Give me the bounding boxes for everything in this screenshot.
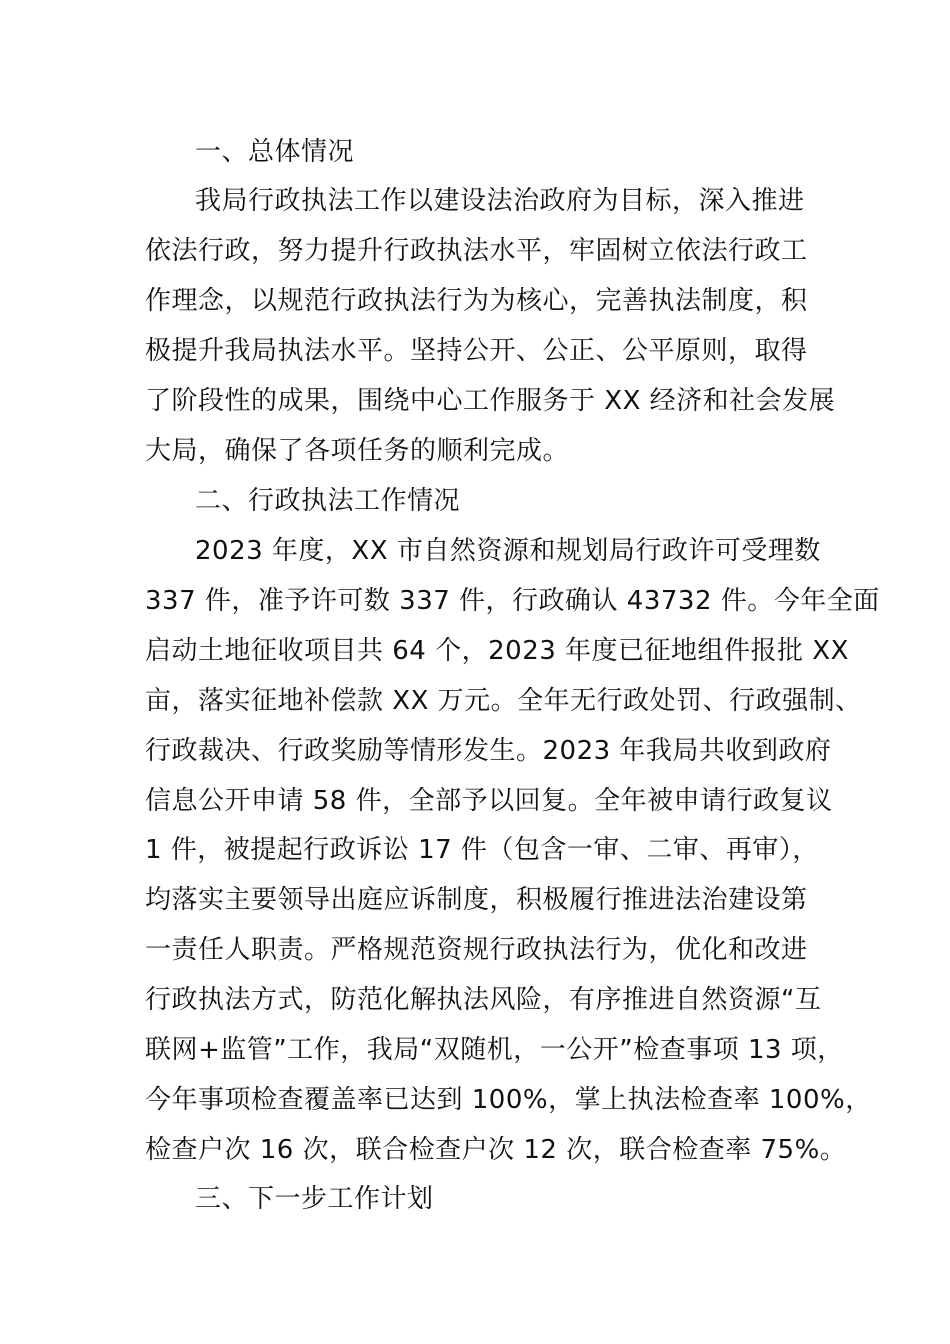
section-3-heading: 三、下一步工作计划 — [195, 1184, 434, 1214]
paragraph-line: 了阶段性的成果，围绕中心工作服务于 XX 经济和社会发展 — [145, 386, 836, 416]
paragraph-line: 亩，落实征地补偿款 XX 万元。全年无行政处罚、行政强制、 — [145, 686, 862, 716]
section-2-heading: 二、行政执法工作情况 — [195, 486, 461, 516]
paragraph-line: 2023 年度，XX 市自然资源和规划局行政许可受理数 — [195, 536, 821, 566]
paragraph-line: 我局行政执法工作以建设法治政府为目标，深入推进 — [195, 186, 805, 216]
paragraph-line: 检查户次 16 次，联合检查户次 12 次，联合检查率 75%。 — [145, 1135, 847, 1165]
paragraph-line: 1 件，被提起行政诉讼 17 件（包含一审、二审、再审）， — [145, 835, 819, 865]
paragraph-line: 行政裁决、行政奖励等情形发生。2023 年我局共收到政府 — [145, 736, 832, 766]
paragraph-line: 启动土地征收项目共 64 个，2023 年度已征地组件报批 XX — [145, 636, 849, 666]
paragraph-line: 联网+监管”工作，我局“双随机，一公开”检查事项 13 项， — [145, 1035, 844, 1065]
paragraph-line: 作理念，以规范行政执法行为为核心，完善执法制度，积 — [145, 286, 808, 316]
paragraph-line: 均落实主要领导出庭应诉制度，积极履行推进法治建设第 — [145, 885, 808, 915]
paragraph-line: 信息公开申请 58 件，全部予以回复。全年被申请行政复议 — [145, 786, 833, 816]
paragraph-line: 依法行政，努力提升行政执法水平，牢固树立依法行政工 — [145, 236, 808, 266]
paragraph-line: 337 件，准予许可数 337 件，行政确认 43732 件。今年全面 — [145, 586, 880, 616]
paragraph-line: 极提升我局执法水平。坚持公开、公正、公平原则，取得 — [145, 336, 808, 366]
paragraph-line: 大局，确保了各项任务的顺利完成。 — [145, 436, 570, 466]
paragraph-line: 一责任人职责。严格规范资规行政执法行为，优化和改进 — [145, 935, 808, 965]
paragraph-line: 行政执法方式，防范化解执法风险，有序推进自然资源“互 — [145, 985, 822, 1015]
paragraph-line: 今年事项检查覆盖率已达到 100%，掌上执法检查率 100%， — [145, 1085, 872, 1115]
section-1-heading: 一、总体情况 — [195, 137, 355, 167]
